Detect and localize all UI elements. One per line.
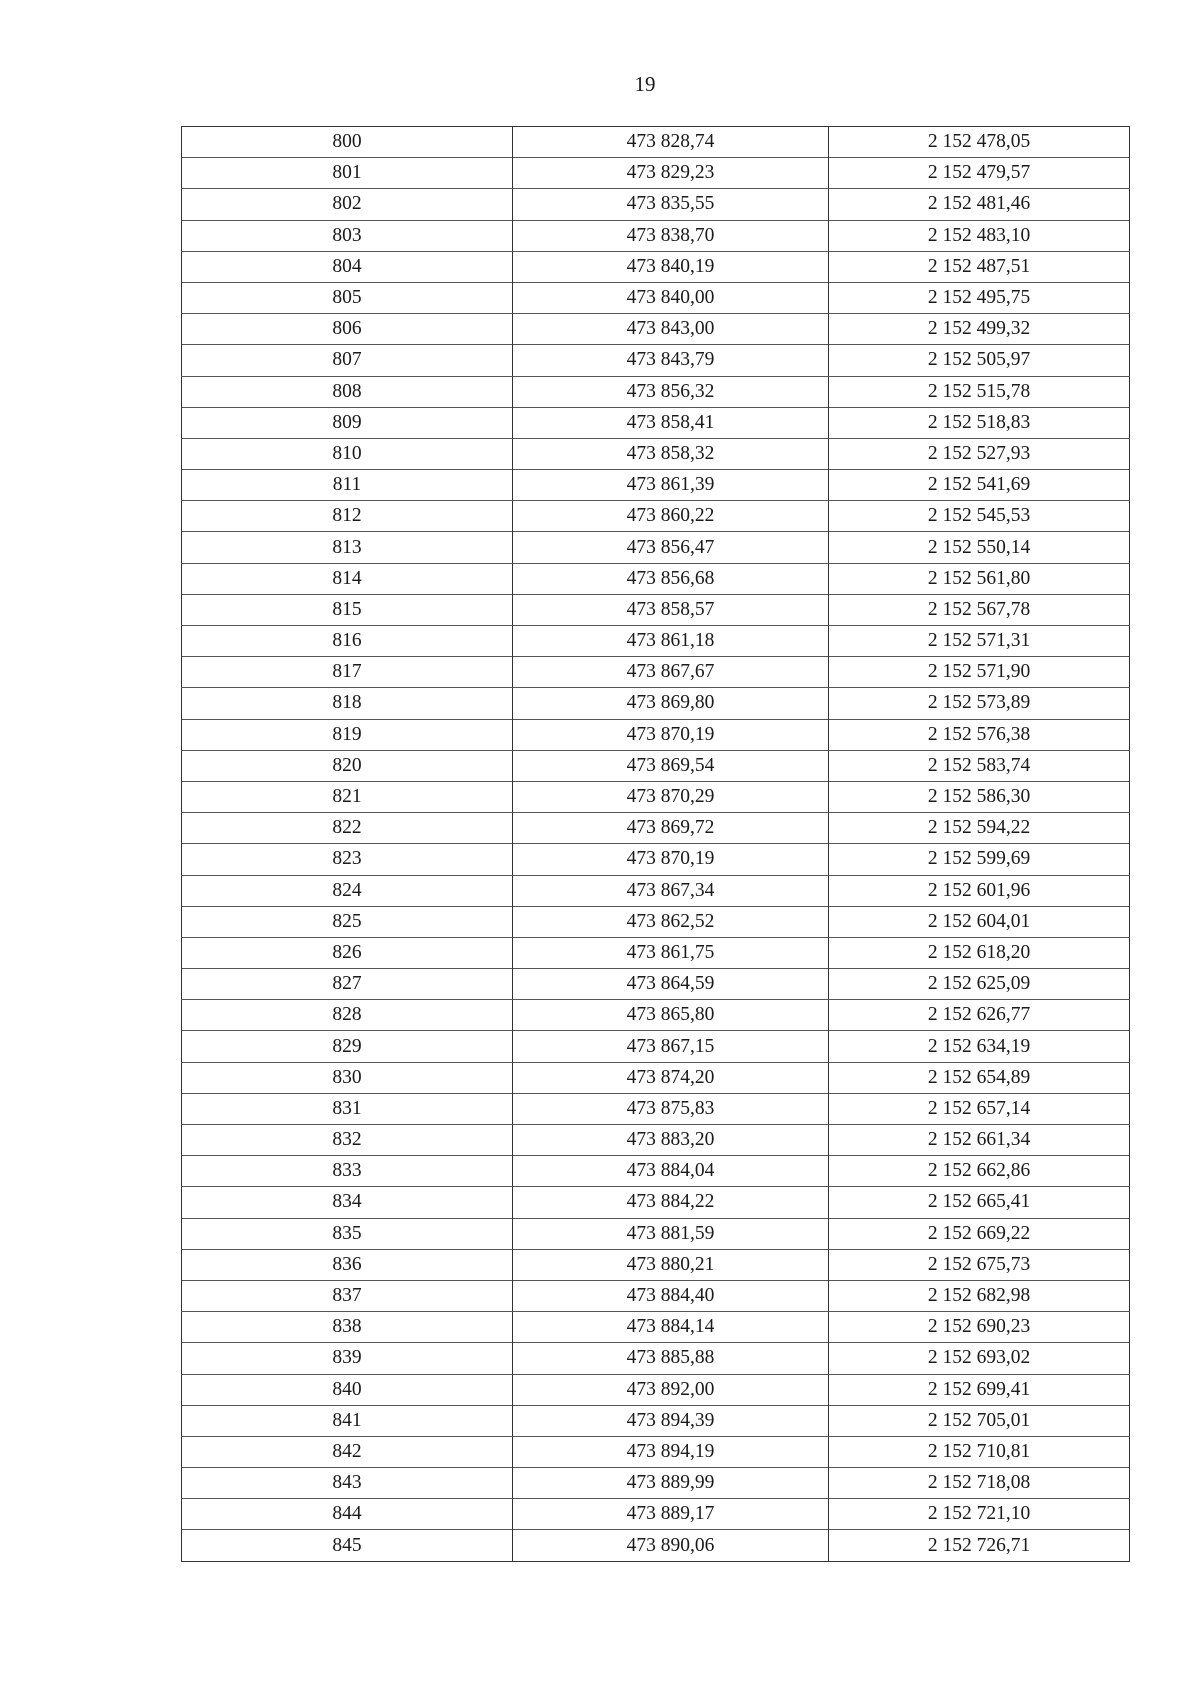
y-coordinate-cell: 2 152 499,32 (829, 314, 1130, 345)
y-coordinate-cell: 2 152 710,81 (829, 1436, 1130, 1467)
coordinates-table (181, 126, 1130, 1562)
table-row (182, 1280, 1130, 1311)
x-coordinate-cell: 473 894,19 (513, 1436, 829, 1467)
point-number-cell: 819 (182, 719, 513, 750)
point-number-cell: 810 (182, 438, 513, 469)
y-coordinate-cell: 2 152 665,41 (829, 1187, 1130, 1218)
point-number-cell: 831 (182, 1093, 513, 1124)
coordinates-table-body (182, 127, 1130, 1562)
y-coordinate-cell: 2 152 505,97 (829, 345, 1130, 376)
x-coordinate-cell: 473 867,34 (513, 875, 829, 906)
table-row (182, 563, 1130, 594)
y-coordinate-cell: 2 152 567,78 (829, 594, 1130, 625)
y-coordinate-cell: 2 152 705,01 (829, 1405, 1130, 1436)
point-number-cell: 839 (182, 1343, 513, 1374)
y-coordinate-cell: 2 152 661,34 (829, 1125, 1130, 1156)
point-number-cell: 808 (182, 376, 513, 407)
x-coordinate-cell: 473 858,57 (513, 594, 829, 625)
x-coordinate-cell: 473 884,04 (513, 1156, 829, 1187)
x-coordinate-cell: 473 861,39 (513, 470, 829, 501)
x-coordinate-cell: 473 862,52 (513, 906, 829, 937)
x-coordinate-cell: 473 835,55 (513, 189, 829, 220)
table-row (182, 501, 1130, 532)
table-row (182, 1405, 1130, 1436)
y-coordinate-cell: 2 152 527,93 (829, 438, 1130, 469)
x-coordinate-cell: 473 869,72 (513, 813, 829, 844)
point-number-cell: 821 (182, 781, 513, 812)
y-coordinate-cell: 2 152 693,02 (829, 1343, 1130, 1374)
x-coordinate-cell: 473 870,19 (513, 719, 829, 750)
x-coordinate-cell: 473 894,39 (513, 1405, 829, 1436)
point-number-cell: 825 (182, 906, 513, 937)
table-row (182, 750, 1130, 781)
point-number-cell: 823 (182, 844, 513, 875)
y-coordinate-cell: 2 152 495,75 (829, 282, 1130, 313)
x-coordinate-cell: 473 858,32 (513, 438, 829, 469)
point-number-cell: 817 (182, 657, 513, 688)
y-coordinate-cell: 2 152 654,89 (829, 1062, 1130, 1093)
table-row (182, 844, 1130, 875)
y-coordinate-cell: 2 152 604,01 (829, 906, 1130, 937)
table-row (182, 657, 1130, 688)
point-number-cell: 843 (182, 1468, 513, 1499)
x-coordinate-cell: 473 861,18 (513, 626, 829, 657)
y-coordinate-cell: 2 152 601,96 (829, 875, 1130, 906)
point-number-cell: 806 (182, 314, 513, 345)
table-row (182, 969, 1130, 1000)
table-row (182, 251, 1130, 282)
table-row (182, 314, 1130, 345)
x-coordinate-cell: 473 829,23 (513, 158, 829, 189)
x-coordinate-cell: 473 828,74 (513, 127, 829, 158)
point-number-cell: 834 (182, 1187, 513, 1218)
table-row (182, 158, 1130, 189)
x-coordinate-cell: 473 843,79 (513, 345, 829, 376)
y-coordinate-cell: 2 152 626,77 (829, 1000, 1130, 1031)
table-row (182, 781, 1130, 812)
y-coordinate-cell: 2 152 576,38 (829, 719, 1130, 750)
y-coordinate-cell: 2 152 675,73 (829, 1249, 1130, 1280)
x-coordinate-cell: 473 892,00 (513, 1374, 829, 1405)
y-coordinate-cell: 2 152 699,41 (829, 1374, 1130, 1405)
y-coordinate-cell: 2 152 571,31 (829, 626, 1130, 657)
y-coordinate-cell: 2 152 483,10 (829, 220, 1130, 251)
x-coordinate-cell: 473 843,00 (513, 314, 829, 345)
y-coordinate-cell: 2 152 682,98 (829, 1280, 1130, 1311)
point-number-cell: 824 (182, 875, 513, 906)
point-number-cell: 820 (182, 750, 513, 781)
y-coordinate-cell: 2 152 726,71 (829, 1530, 1130, 1561)
x-coordinate-cell: 473 874,20 (513, 1062, 829, 1093)
x-coordinate-cell: 473 884,22 (513, 1187, 829, 1218)
y-coordinate-cell: 2 152 599,69 (829, 844, 1130, 875)
x-coordinate-cell: 473 840,19 (513, 251, 829, 282)
y-coordinate-cell: 2 152 634,19 (829, 1031, 1130, 1062)
point-number-cell: 804 (182, 251, 513, 282)
x-coordinate-cell: 473 856,32 (513, 376, 829, 407)
y-coordinate-cell: 2 152 550,14 (829, 532, 1130, 563)
y-coordinate-cell: 2 152 479,57 (829, 158, 1130, 189)
y-coordinate-cell: 2 152 690,23 (829, 1312, 1130, 1343)
y-coordinate-cell: 2 152 718,08 (829, 1468, 1130, 1499)
point-number-cell: 842 (182, 1436, 513, 1467)
table-row (182, 1249, 1130, 1280)
point-number-cell: 822 (182, 813, 513, 844)
y-coordinate-cell: 2 152 657,14 (829, 1093, 1130, 1124)
table-row (182, 937, 1130, 968)
table-row (182, 470, 1130, 501)
y-coordinate-cell: 2 152 618,20 (829, 937, 1130, 968)
point-number-cell: 803 (182, 220, 513, 251)
table-row (182, 532, 1130, 563)
point-number-cell: 836 (182, 1249, 513, 1280)
table-row (182, 282, 1130, 313)
table-row (182, 127, 1130, 158)
point-number-cell: 837 (182, 1280, 513, 1311)
x-coordinate-cell: 473 869,80 (513, 688, 829, 719)
y-coordinate-cell: 2 152 669,22 (829, 1218, 1130, 1249)
table-row (182, 626, 1130, 657)
y-coordinate-cell: 2 152 518,83 (829, 407, 1130, 438)
y-coordinate-cell: 2 152 721,10 (829, 1499, 1130, 1530)
table-row (182, 220, 1130, 251)
point-number-cell: 844 (182, 1499, 513, 1530)
point-number-cell: 832 (182, 1125, 513, 1156)
point-number-cell: 840 (182, 1374, 513, 1405)
y-coordinate-cell: 2 152 662,86 (829, 1156, 1130, 1187)
x-coordinate-cell: 473 861,75 (513, 937, 829, 968)
x-coordinate-cell: 473 889,17 (513, 1499, 829, 1530)
y-coordinate-cell: 2 152 545,53 (829, 501, 1130, 532)
x-coordinate-cell: 473 856,47 (513, 532, 829, 563)
x-coordinate-cell: 473 870,19 (513, 844, 829, 875)
x-coordinate-cell: 473 870,29 (513, 781, 829, 812)
x-coordinate-cell: 473 880,21 (513, 1249, 829, 1280)
x-coordinate-cell: 473 884,14 (513, 1312, 829, 1343)
x-coordinate-cell: 473 858,41 (513, 407, 829, 438)
point-number-cell: 812 (182, 501, 513, 532)
table-row (182, 1093, 1130, 1124)
y-coordinate-cell: 2 152 586,30 (829, 781, 1130, 812)
y-coordinate-cell: 2 152 481,46 (829, 189, 1130, 220)
x-coordinate-cell: 473 867,67 (513, 657, 829, 688)
point-number-cell: 811 (182, 470, 513, 501)
y-coordinate-cell: 2 152 478,05 (829, 127, 1130, 158)
table-row (182, 376, 1130, 407)
y-coordinate-cell: 2 152 571,90 (829, 657, 1130, 688)
x-coordinate-cell: 473 840,00 (513, 282, 829, 313)
point-number-cell: 830 (182, 1062, 513, 1093)
table-row (182, 1374, 1130, 1405)
point-number-cell: 816 (182, 626, 513, 657)
x-coordinate-cell: 473 875,83 (513, 1093, 829, 1124)
table-row (182, 1062, 1130, 1093)
point-number-cell: 833 (182, 1156, 513, 1187)
y-coordinate-cell: 2 152 625,09 (829, 969, 1130, 1000)
x-coordinate-cell: 473 869,54 (513, 750, 829, 781)
point-number-cell: 815 (182, 594, 513, 625)
table-row (182, 1343, 1130, 1374)
table-row (182, 1312, 1130, 1343)
point-number-cell: 801 (182, 158, 513, 189)
y-coordinate-cell: 2 152 487,51 (829, 251, 1130, 282)
x-coordinate-cell: 473 881,59 (513, 1218, 829, 1249)
table-row (182, 1468, 1130, 1499)
table-row (182, 1000, 1130, 1031)
table-row (182, 1218, 1130, 1249)
point-number-cell: 838 (182, 1312, 513, 1343)
point-number-cell: 828 (182, 1000, 513, 1031)
y-coordinate-cell: 2 152 561,80 (829, 563, 1130, 594)
point-number-cell: 818 (182, 688, 513, 719)
point-number-cell: 829 (182, 1031, 513, 1062)
x-coordinate-cell: 473 860,22 (513, 501, 829, 532)
point-number-cell: 805 (182, 282, 513, 313)
x-coordinate-cell: 473 865,80 (513, 1000, 829, 1031)
y-coordinate-cell: 2 152 515,78 (829, 376, 1130, 407)
table-row (182, 1031, 1130, 1062)
x-coordinate-cell: 473 856,68 (513, 563, 829, 594)
point-number-cell: 827 (182, 969, 513, 1000)
table-row (182, 189, 1130, 220)
table-row (182, 688, 1130, 719)
point-number-cell: 802 (182, 189, 513, 220)
table-row (182, 1187, 1130, 1218)
point-number-cell: 835 (182, 1218, 513, 1249)
point-number-cell: 809 (182, 407, 513, 438)
point-number-cell: 813 (182, 532, 513, 563)
point-number-cell: 845 (182, 1530, 513, 1561)
point-number-cell: 841 (182, 1405, 513, 1436)
x-coordinate-cell: 473 890,06 (513, 1530, 829, 1561)
table-row (182, 1530, 1130, 1561)
table-row (182, 345, 1130, 376)
page-number: 19 (634, 72, 656, 96)
table-row (182, 1156, 1130, 1187)
x-coordinate-cell: 473 838,70 (513, 220, 829, 251)
table-row (182, 719, 1130, 750)
x-coordinate-cell: 473 884,40 (513, 1280, 829, 1311)
x-coordinate-cell: 473 885,88 (513, 1343, 829, 1374)
coordinates-table-container (181, 126, 1129, 1562)
y-coordinate-cell: 2 152 541,69 (829, 470, 1130, 501)
point-number-cell: 800 (182, 127, 513, 158)
x-coordinate-cell: 473 864,59 (513, 969, 829, 1000)
y-coordinate-cell: 2 152 594,22 (829, 813, 1130, 844)
point-number-cell: 826 (182, 937, 513, 968)
table-row (182, 906, 1130, 937)
point-number-cell: 807 (182, 345, 513, 376)
point-number-cell: 814 (182, 563, 513, 594)
table-row (182, 1125, 1130, 1156)
y-coordinate-cell: 2 152 573,89 (829, 688, 1130, 719)
table-row (182, 594, 1130, 625)
table-row (182, 1436, 1130, 1467)
table-row (182, 1499, 1130, 1530)
x-coordinate-cell: 473 883,20 (513, 1125, 829, 1156)
table-row (182, 438, 1130, 469)
table-row (182, 875, 1130, 906)
table-row (182, 407, 1130, 438)
table-row (182, 813, 1130, 844)
x-coordinate-cell: 473 867,15 (513, 1031, 829, 1062)
y-coordinate-cell: 2 152 583,74 (829, 750, 1130, 781)
x-coordinate-cell: 473 889,99 (513, 1468, 829, 1499)
